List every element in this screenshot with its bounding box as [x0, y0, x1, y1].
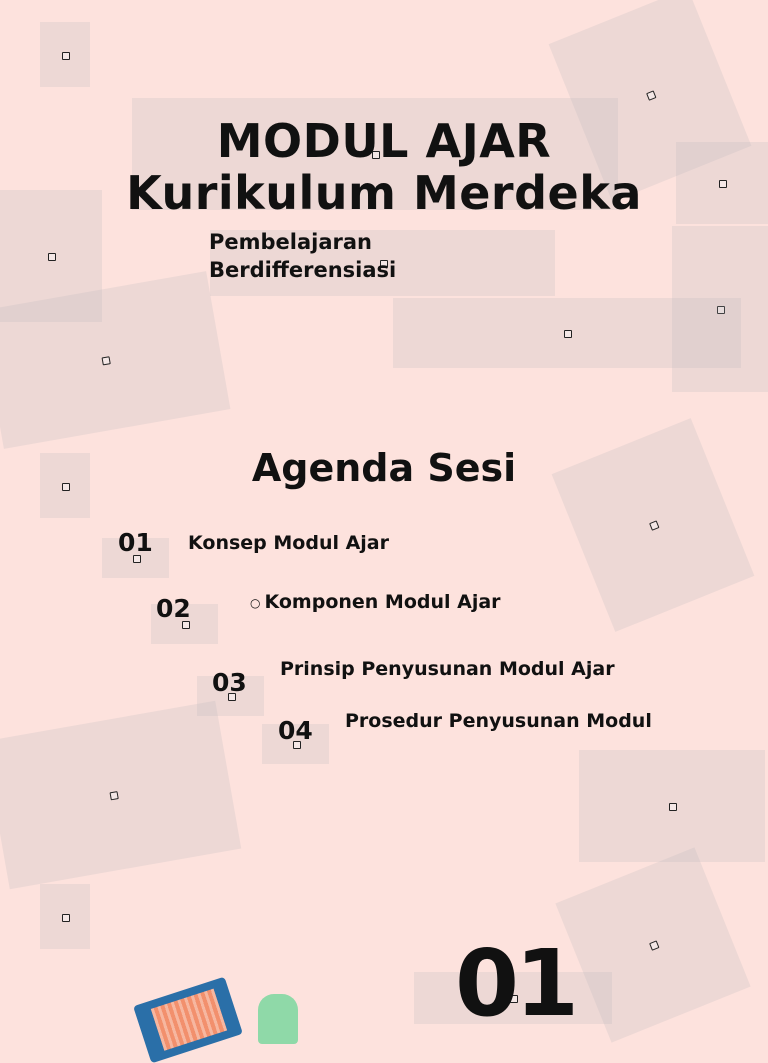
- bullet-circle-icon: ○: [250, 595, 261, 610]
- image-placeholder-icon: [646, 90, 656, 100]
- agenda-number-3: 03: [212, 668, 247, 697]
- subtitle-line-1: Pembelajaran: [209, 230, 373, 254]
- agenda-number-1: 01: [118, 528, 153, 557]
- agenda-label-2: Komponen Modul Ajar: [264, 591, 501, 613]
- image-placeholder: [0, 701, 241, 890]
- agenda-number-2: 02: [156, 594, 191, 623]
- book-illustration-icon: [133, 977, 243, 1063]
- image-placeholder-icon: [102, 356, 111, 365]
- title-line-2: Kurikulum Merdeka: [126, 166, 642, 220]
- image-placeholder: [40, 22, 90, 87]
- image-placeholder: [40, 884, 90, 949]
- subtitle: [209, 228, 396, 284]
- image-placeholder-icon: [62, 52, 70, 60]
- image-placeholder-icon: [109, 791, 118, 800]
- agenda-item-1: [188, 532, 389, 554]
- agenda-label-3: Prinsip Penyusunan Modul Ajar: [280, 658, 615, 680]
- image-placeholder-icon: [649, 940, 659, 950]
- eraser-illustration-icon: [258, 994, 298, 1044]
- image-placeholder-icon: [48, 253, 56, 261]
- agenda-label-4: Prosedur Penyusunan Modul: [345, 710, 652, 732]
- image-placeholder-icon: [62, 914, 70, 922]
- image-placeholder: [393, 298, 741, 368]
- title-line-1: MODUL AJAR: [216, 114, 552, 168]
- agenda-item-4: [345, 710, 652, 732]
- subtitle-line-2: Berdifferensiasi: [209, 258, 397, 282]
- image-placeholder: [579, 750, 765, 862]
- image-placeholder-icon: [669, 803, 677, 811]
- book-pages: [151, 989, 227, 1051]
- agenda-item-3: [280, 658, 615, 680]
- agenda-label-1: Konsep Modul Ajar: [188, 532, 390, 554]
- agenda-number-4: 04: [278, 716, 313, 745]
- agenda-heading: Agenda Sesi: [251, 446, 517, 490]
- section-number: 01: [455, 930, 576, 1037]
- image-placeholder-icon: [649, 520, 659, 530]
- agenda-item-2: [250, 591, 501, 613]
- image-placeholder-icon: [564, 330, 572, 338]
